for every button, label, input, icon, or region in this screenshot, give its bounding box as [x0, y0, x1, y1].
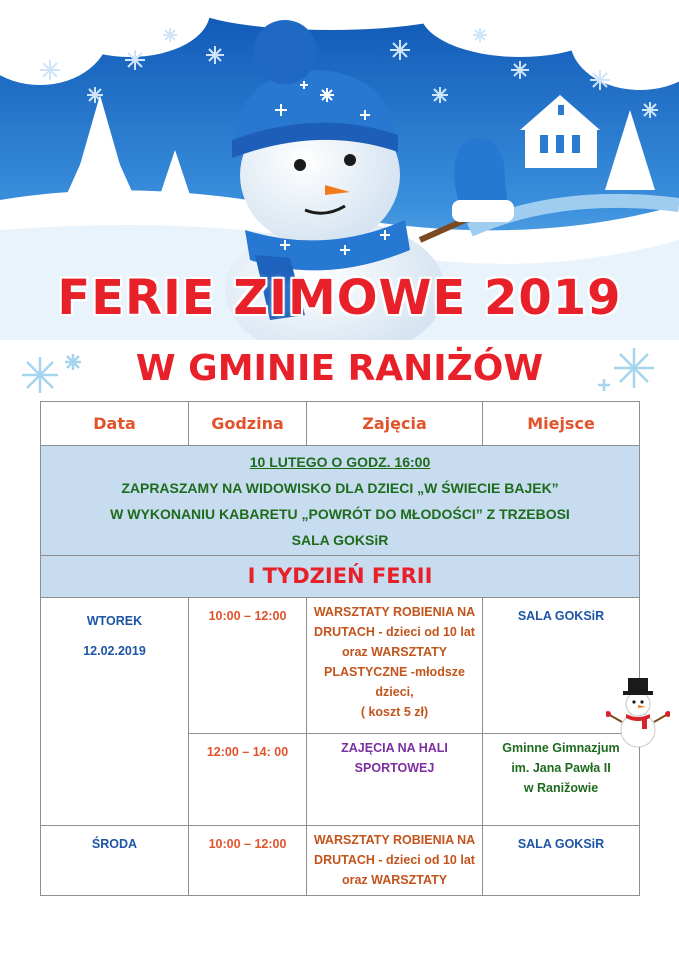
day-cell: [41, 826, 189, 896]
place-line: im. Jana Pawła II: [511, 761, 611, 775]
announcement-cell: [41, 446, 640, 556]
announcement-line-1: ZAPRASZAMY NA WIDOWISKO DLA DZIECI „W ŚWIECIE BAJEK”: [121, 480, 559, 496]
announcement-date: 10 LUTEGO O GODZ. 16:00: [249, 454, 431, 470]
page-subtitle: W GMINIE RANIŻÓW: [135, 348, 544, 389]
header-place: Miejsce: [483, 402, 640, 446]
table-row: [41, 598, 640, 734]
announcement-row: [41, 446, 640, 556]
place-cell: SALA GOKSiR: [483, 598, 640, 734]
day-date: 12.02.2019: [83, 644, 146, 658]
activity-cell: [307, 598, 483, 734]
day-name: ŚRODA: [91, 837, 138, 851]
place-cell: SALA GOKSiR: [483, 826, 640, 896]
small-snowman-icon: [606, 674, 670, 748]
activity-cell: ZAJĘCIA NA HALI SPORTOWEJ: [307, 734, 483, 826]
time-cell: 12:00 – 14: 00: [189, 734, 307, 826]
place-line: Gminne Gimnazjum: [502, 741, 620, 755]
header-time: Godzina: [189, 402, 307, 446]
activity-cell: WARSZTATY ROBIENIA NA DRUTACH - dzieci od 10 lat oraz WARSZTATY: [307, 826, 483, 896]
day-name: WTOREK: [86, 614, 143, 628]
time-cell: 10:00 – 12:00: [189, 598, 307, 734]
place-line: w Ranižowie: [523, 781, 599, 795]
schedule-table: [40, 401, 640, 896]
announcement-line-2: W WYKONANIU KABARETU „POWRÓT DO MŁODOŚCI” Z TRZEBOSI: [110, 506, 570, 522]
header-activity: Zajęcia: [307, 402, 483, 446]
header-date: Data: [41, 402, 189, 446]
announcement-line-3: SALA GOKSiR: [291, 532, 389, 548]
week-title-row: [41, 556, 640, 598]
time-cell: 10:00 – 12:00: [189, 826, 307, 896]
page-title: FERIE ZIMOWE 2019: [57, 270, 622, 326]
table-header-row: [41, 402, 640, 446]
table-row: [41, 826, 640, 896]
activity-text: WARSZTATY ROBIENIA NA DRUTACH - dzieci od 10 lat oraz WARSZTATY PLASTYCZNE -młodsze dzieci,: [313, 605, 476, 699]
activity-cost: ( koszt 5 zł): [360, 705, 429, 719]
day-cell: [41, 598, 189, 826]
week-title: I TYDZIEŃ FERII: [41, 556, 640, 598]
